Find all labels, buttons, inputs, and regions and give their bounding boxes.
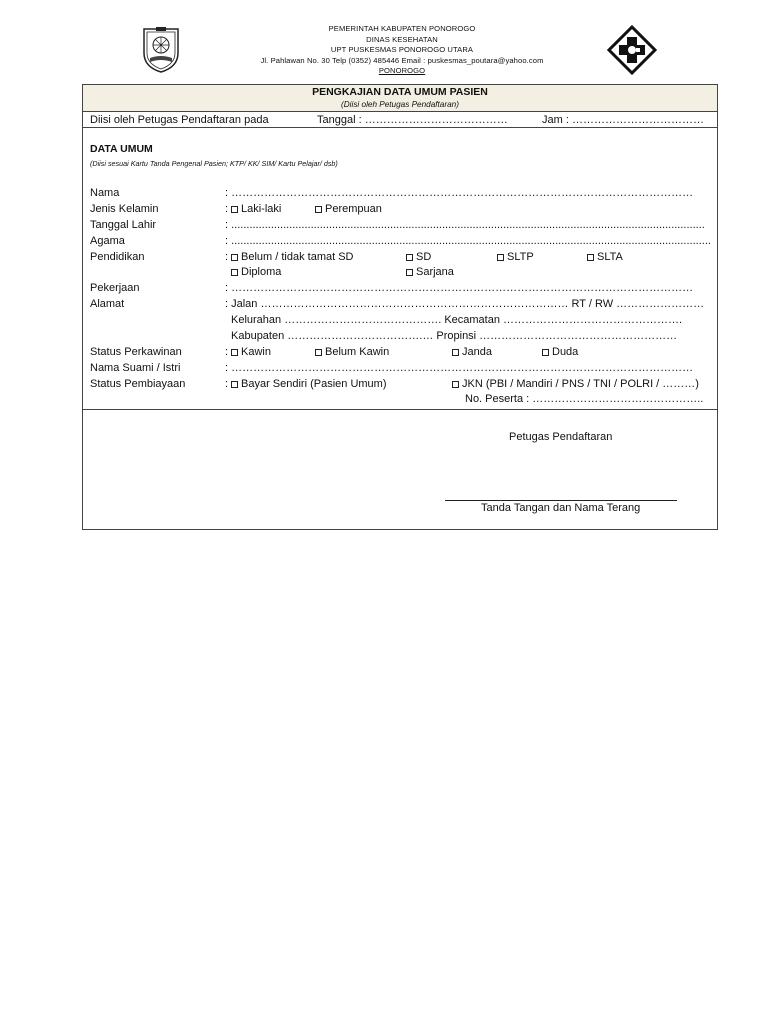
nama-label: Nama: [90, 187, 120, 199]
nama-field[interactable]: : ………………………………………………………………………………………………………………: [225, 187, 694, 199]
option-jkn[interactable]: JKN (PBI / Mandiri / PNS / TNI / POLRI / ………): [452, 377, 699, 391]
alamat-kelurahan-field[interactable]: Kelurahan ……………………………………. Kecamatan ………………………………………….: [231, 314, 683, 326]
checkbox-icon[interactable]: [542, 349, 549, 356]
pekerjaan-field[interactable]: : ………………………………………………………………………………………………………………: [225, 282, 694, 294]
option-sltp[interactable]: SLTP: [497, 250, 534, 264]
status-perkawinan-colon: :: [225, 346, 229, 358]
no-peserta-field[interactable]: No. Peserta : ………………………………………..: [465, 393, 704, 405]
registration-row: [83, 112, 717, 128]
form-subtitle: (Diisi oleh Petugas Pendaftaran): [341, 100, 459, 109]
alamat-jalan-field[interactable]: : Jalan ………………………………………………………………………… RT / RW ……………………: [225, 298, 705, 310]
option-janda[interactable]: Janda: [452, 345, 492, 359]
checkbox-icon[interactable]: [452, 349, 459, 356]
option-slta[interactable]: SLTA: [587, 250, 623, 264]
alamat-label: Alamat: [90, 298, 125, 310]
checkbox-icon[interactable]: [315, 206, 322, 213]
checkbox-icon[interactable]: [406, 254, 413, 261]
time-field[interactable]: Jam : ………………………………: [542, 114, 704, 126]
checkbox-icon[interactable]: [406, 269, 413, 276]
filled-by-label: Diisi oleh Petugas Pendaftaran pada: [90, 114, 269, 126]
form-title: PENGKAJIAN DATA UMUM PASIEN: [312, 86, 488, 98]
letterhead: [200, 24, 604, 77]
jenis-kelamin-colon: :: [225, 203, 229, 215]
option-diploma[interactable]: Diploma: [231, 265, 281, 279]
date-field[interactable]: Tanggal : …………………………………: [317, 114, 508, 126]
patient-data-form: [82, 84, 718, 530]
option-belum-tamat-sd[interactable]: Belum / tidak tamat SD: [231, 250, 354, 264]
checkbox-icon[interactable]: [497, 254, 504, 261]
status-pembiayaan-colon: :: [225, 378, 229, 390]
checkbox-icon[interactable]: [587, 254, 594, 261]
jenis-kelamin-label: Jenis Kelamin: [90, 203, 159, 215]
form-title-bar: [83, 85, 717, 112]
option-bayar-sendiri[interactable]: Bayar Sendiri (Pasien Umum): [231, 377, 387, 391]
option-belum-kawin[interactable]: Belum Kawin: [315, 345, 389, 359]
status-pembiayaan-label: Status Pembiayaan: [90, 378, 186, 390]
option-perempuan[interactable]: Perempuan: [315, 202, 382, 216]
section-note: (Diisi sesuai Kartu Tanda Pengenal Pasien; KTP/ KK/ SIM/ Kartu Pelajar/ dsb): [90, 159, 338, 168]
tanggal-lahir-field[interactable]: : ...........................................................................................................................................................: [225, 219, 705, 231]
checkbox-icon[interactable]: [231, 254, 238, 261]
letterhead-institution: UPT PUSKESMAS PONOROGO UTARA: [330, 45, 474, 55]
nama-suami-istri-field[interactable]: : ………………………………………………………………………………………………………………: [225, 362, 694, 374]
letterhead-government: PEMERINTAH KABUPATEN PONOROGO: [328, 24, 476, 33]
signature-line[interactable]: [445, 500, 677, 501]
option-sarjana[interactable]: Sarjana: [406, 265, 454, 279]
nama-suami-istri-label: Nama Suami / Istri: [90, 362, 181, 374]
checkbox-icon[interactable]: [452, 381, 459, 388]
option-duda[interactable]: Duda: [542, 345, 578, 359]
checkbox-icon[interactable]: [231, 381, 238, 388]
tanggal-lahir-label: Tanggal Lahir: [90, 219, 157, 231]
letterhead-department: DINAS KESEHATAN: [366, 34, 438, 44]
signature-title: Petugas Pendaftaran: [509, 431, 613, 443]
checkbox-icon[interactable]: [231, 349, 238, 356]
letterhead-address: Jl. Pahlawan No. 30 Telp (0352) 485446 Email : puskesmas_poutara@yahoo.com: [260, 55, 544, 65]
signature-caption: Tanda Tangan dan Nama Terang: [481, 502, 641, 514]
letterhead-city: PONOROGO: [378, 66, 426, 76]
option-laki-laki[interactable]: Laki-laki: [231, 202, 281, 216]
checkbox-icon[interactable]: [231, 206, 238, 213]
agama-label: Agama: [90, 235, 125, 247]
pekerjaan-label: Pekerjaan: [90, 282, 140, 294]
ponorogo-regency-crest-icon: [140, 25, 182, 73]
checkbox-icon[interactable]: [315, 349, 322, 356]
option-kawin[interactable]: Kawin: [231, 345, 271, 359]
section-title: DATA UMUM: [90, 143, 153, 155]
form-divider: [83, 409, 717, 410]
pendidikan-colon: :: [225, 251, 229, 263]
pendidikan-label: Pendidikan: [90, 251, 145, 263]
checkbox-icon[interactable]: [231, 269, 238, 276]
agama-field[interactable]: : .............................................................................................................................................................: [225, 235, 711, 247]
status-perkawinan-label: Status Perkawinan: [90, 346, 182, 358]
option-sd[interactable]: SD: [406, 250, 431, 264]
alamat-kabupaten-field[interactable]: Kabupaten ……………………………….… Propinsi ………………………………………………: [231, 330, 678, 342]
puskesmas-cross-logo-icon: [607, 25, 657, 75]
